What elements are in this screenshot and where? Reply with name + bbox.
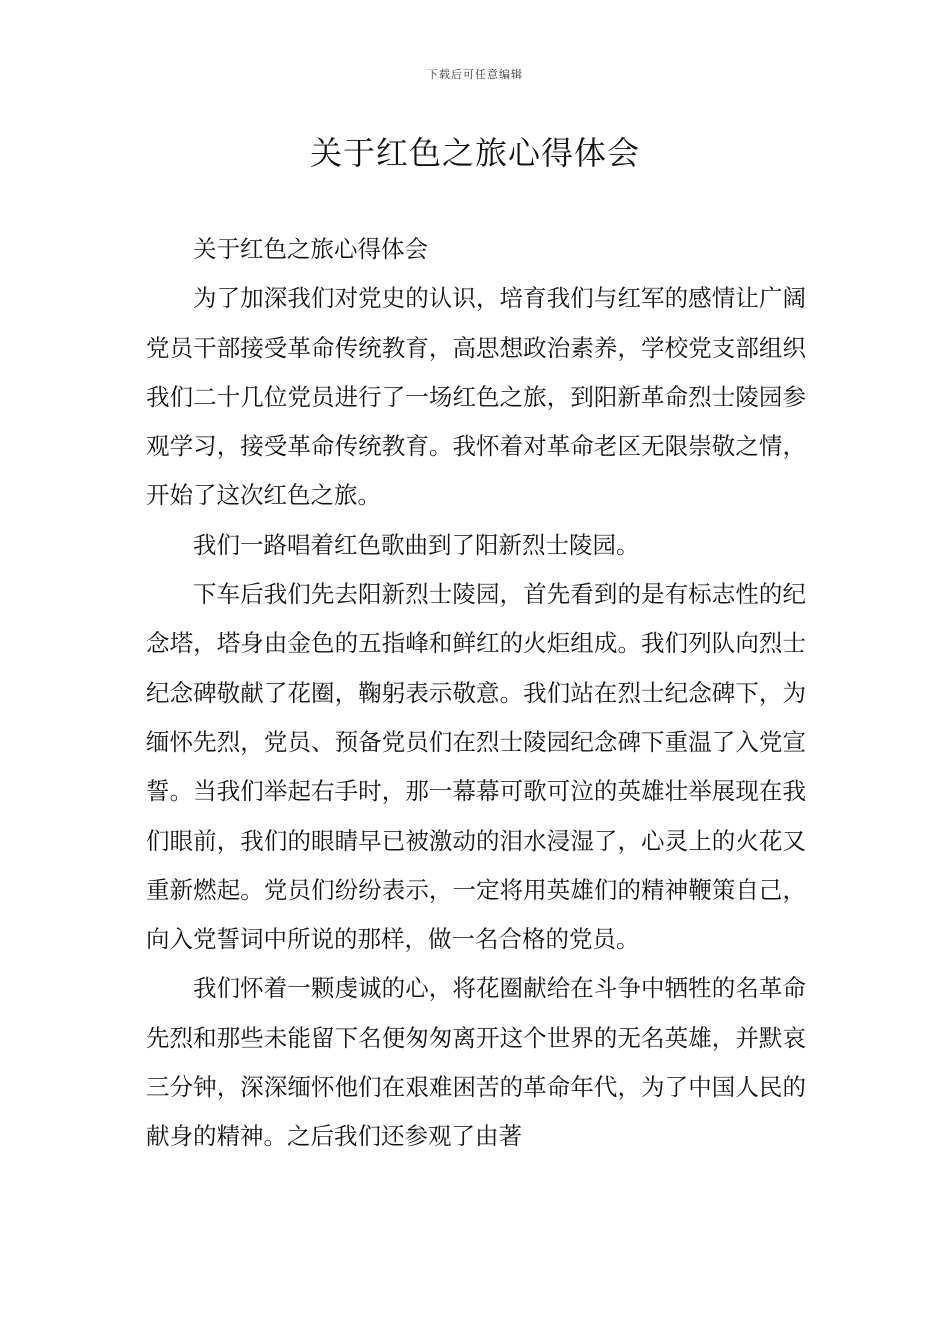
- paragraph: 我们怀着一颗虔诚的心，将花圈献给在斗争中牺牲的名革命先烈和那些未能留下名便匆匆离开这个世界的无名英雄，并默哀三分钟，深深缅怀他们在艰难困苦的革命年代，为了中国人民的献身的精神。之后我们还参观了由著: [146, 974, 806, 1151]
- document-title: 关于红色之旅心得体会: [309, 134, 640, 172]
- document-body: [146, 225, 806, 1162]
- paragraph-subtitle: 关于红色之旅心得体会: [193, 235, 428, 263]
- paragraph: 下车后我们先去阳新烈士陵园，首先看到的是有标志性的纪念塔，塔身由金色的五指峰和鲜红的火炬组成。我们列队向烈士纪念碑敬献了花圈，鞠躬表示敬意。我们站在烈士纪念碑下，为缅怀先烈，党员、预备党员们在烈士陵园纪念碑下重温了入党宣誓。当我们举起右手时，那一幕幕可歌可泣的英雄壮举展现在我们眼前，我们的眼睛早已被激动的泪水浸湿了，心灵上的火花又重新燃起。党员们纷纷表示，一定将用英雄们的精神鞭策自己，向入党誓词中所说的那样，做一名合格的党员。: [146, 580, 806, 954]
- header-note: 下载后可任意编辑: [427, 68, 523, 81]
- paragraph: 为了加深我们对党史的认识，培育我们与红军的感情让广阔党员干部接受革命传统教育，高思想政治素养，学校党支部组织我们二十几位党员进行了一场红色之旅，到阳新革命烈士陵园参观学习，接受革命传统教育。我怀着对革命老区无限崇敬之情，开始了这次红色之旅。: [146, 284, 806, 510]
- paragraph: 我们一路唱着红色歌曲到了阳新烈士陵园。: [193, 530, 640, 559]
